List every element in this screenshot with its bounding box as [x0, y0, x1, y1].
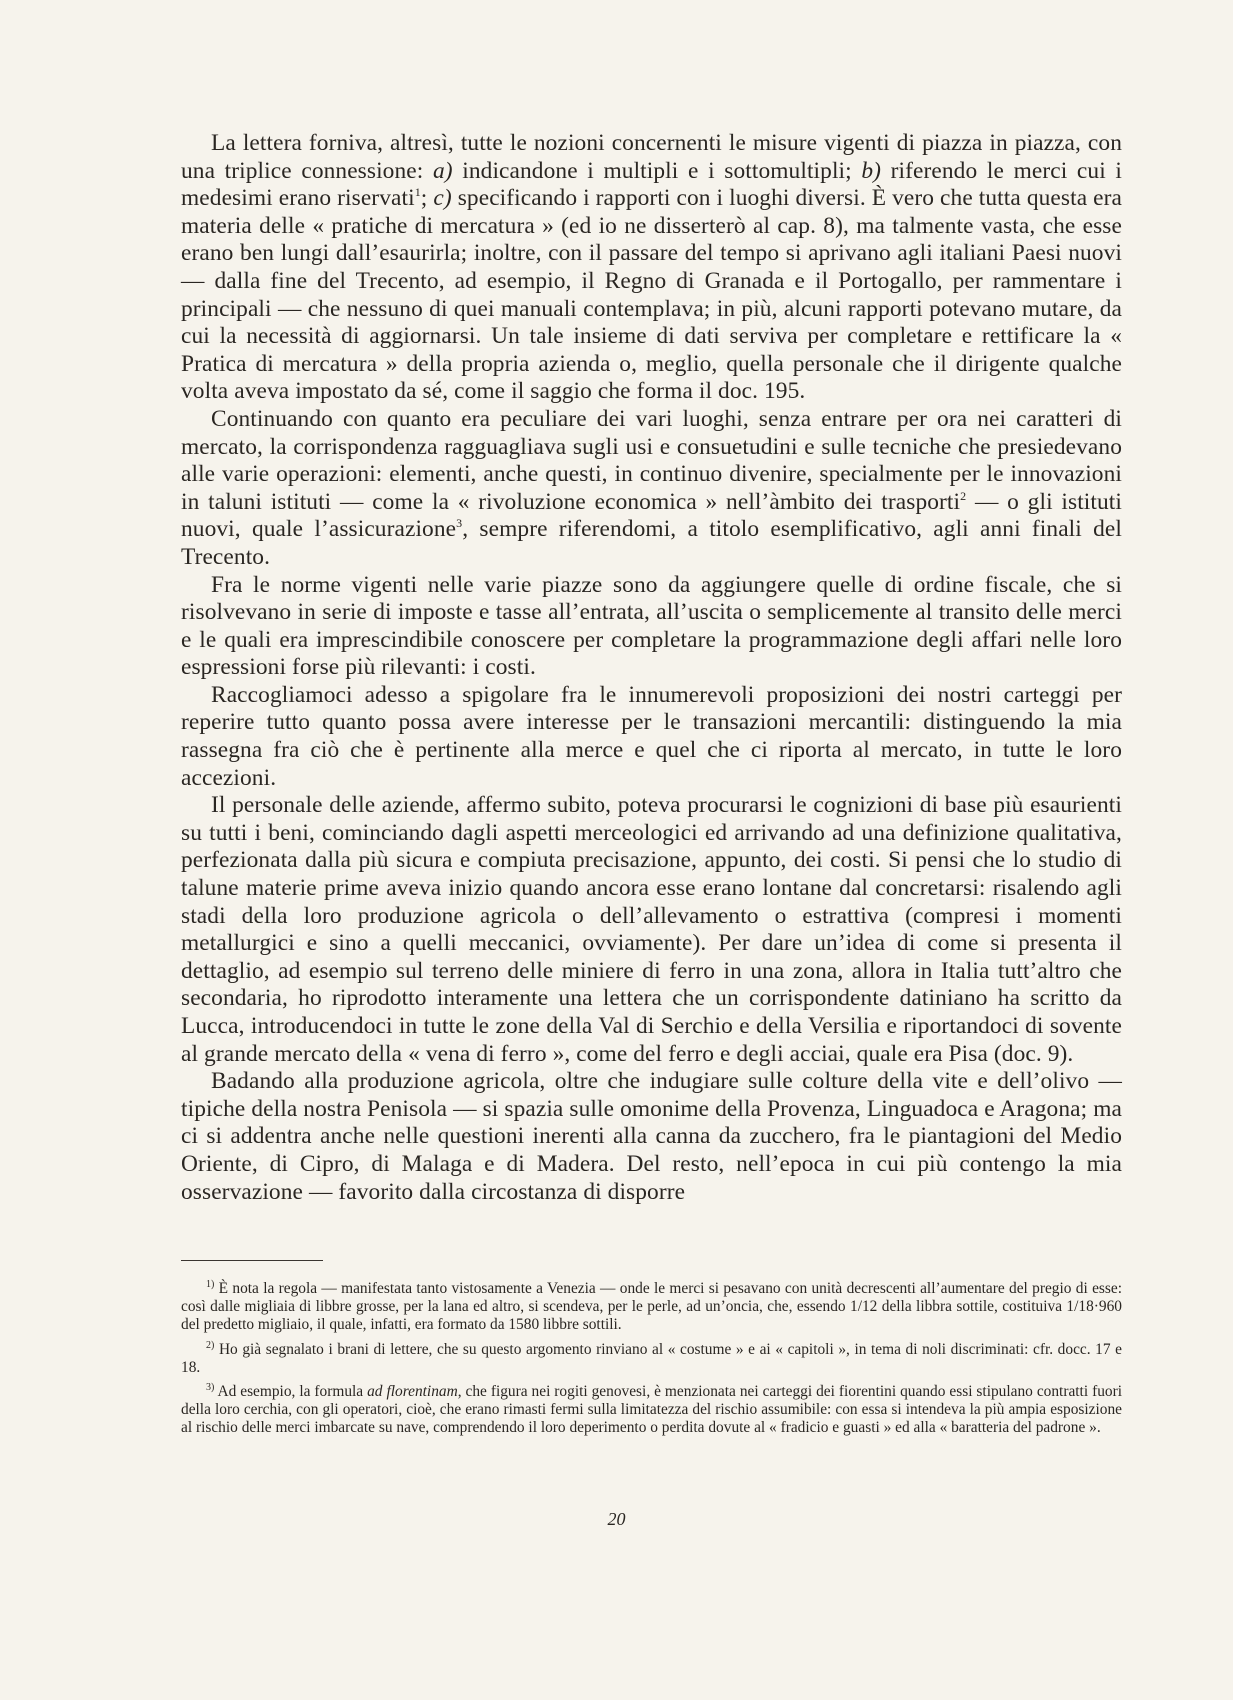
paragraph-1: La lettera forniva, altresì, tutte le nozioni concernenti le misure vigenti di piazza in piazza, con una triplice connessione: a) indicandone i multipli e i sottomultipli; b) riferendo le merci cui i medesimi erano riservati$^1$; c) specificando i rapporti con i luoghi diversi. È vero che tutta questa era materia delle « pratiche di mercatura » (ed io ne disserterò al cap. 8), ma talmente vasta, che esse erano ben lungi dall’esaurirla; inoltre, con il passare del tempo si aprivano agli italiani Paesi nuovi — dalla fine del Trecento, ad esempio, il Regno di Granada e il Portogallo, per rammentare i principali — che nessuno di quei manuali contemplava; in più, alcuni rapporti potevano mutare, da cui la necessità di aggiornarsi. Un tale insieme di dati serviva per completare e rettificare la « Pratica di mercatura » della propria azienda o, meglio, quella personale che il dirigente qualche volta aveva impostato da sé, come il saggio che forma il doc. 195. — [181, 130, 1123, 405]
paragraph-3: Fra le norme vigenti nelle varie piazze sono da aggiungere quelle di ordine fiscale, che si risolvevano in serie di imposte e tasse all’entrata, all’uscita o semplicemente al transito delle merci e le quali era imprescindibile conoscere per completare la programmazione degli affari nelle loro espressioni forse più rilevanti: i costi. — [181, 571, 1122, 681]
paragraph-5: Il personale delle aziende, affermo subito, poteva procurarsi le cognizioni di base più esaurienti su tutti i beni, cominciando dagli aspetti merceologici ed arrivando ad una definizione qualitativa, perfezionata dalla più sicura e compiuta precisazione, appunto, dei costi. Si pensi che lo studio di talune materie prime aveva inizio quando ancora esse erano lontane dal concretarsi: risalendo agli stadi della loro produzione agricola o dell’allevamento o estrattiva (compresi i momenti metallurgici e sino a quelli meccanici, ovviamente). Per dare un’idea di come si presenta il dettaglio, ad esempio sul terreno delle miniere di ferro in una zona, allora in Italia tutt’altro che secondaria, ho riprodotto interamente una lettera che un corrispondente datiniano ha scritto da Lucca, introducendoci in tutte le zone della Val di Serchio e della Versilia e riportandoci di sovente al grande mercato della « vena di ferro », come del ferro e degli acciai, quale era Pisa (doc. 9). — [181, 792, 1122, 1067]
footnote-ref-2[interactable]: 2 — [960, 488, 967, 503]
footnote-mark: 1) — [206, 1278, 215, 1290]
page-number: 20 — [607, 1509, 626, 1529]
footnote-1: $^{1)}$ È nota la regola — manifestata tanto vistosamente a Venezia — onde le merci si pesavano con unità decrescenti all’aumentare del pregio di esse: così dalle migliaia di libbre grosse, per la lana ed altro, si scendeva, per le perle, ad un’oncia, che, essendo 1/12 della libbra sottile, costituiva 1/18·960 del predetto migliaio, il quale, infatti, era formato da 1580 libbre sottili. — [181, 1278, 1122, 1334]
footnote-2: $^{2)}$ Ho già segnalato i brani di lettere, che su questo argomento rinviano al « costume » e ai « capitoli », in tema di noli discriminati: cfr. docc. 17 e 18. — [181, 1339, 1122, 1376]
main-text — [181, 130, 1122, 1206]
footnote-ref-1[interactable]: 1 — [414, 185, 421, 200]
footnote-mark: 2) — [206, 1339, 215, 1351]
paragraph-4: Raccogliamoci adesso a spigolare fra le innumerevoli proposizioni dei nostri carteggi per reperire tutto quanto possa avere interesse per le transazioni mercantili: distinguendo la mia rassegna fra ciò che è pertinente alla merce e quel che ci riporta al mercato, in tutte le loro accezioni. — [181, 681, 1122, 791]
footnote-divider — [181, 1260, 323, 1261]
footnote-3: $^{3)}$ Ad esempio, la formula ad florentinam, che figura nei rogiti genovesi, è menzionata nei carteggi dei fiorentini quando essi stipulano contratti fuori della loro cerchia, con gli operatori, cioè, che erano rimasti fermi sulla limitatezza del rischio assumibile: con essa si intendeva la più ampia esposizione al rischio delle merci imbarcate su nave, comprendendo il loro deperimento o perdita dovute al « fradicio e guasti » ed alla « baratteria del padrone ». — [181, 1381, 1122, 1437]
list-letter: b) — [861, 157, 882, 184]
list-letter: c) — [433, 185, 452, 212]
paragraph-6: Badando alla produzione agricola, oltre che indugiare sulle colture della vite e dell’olivo — tipiche della nostra Penisola — si spazia sulle omonime della Provenza, Linguadoca e Aragona; ma ci si addentra anche nelle questioni inerenti alla canna da zucchero, fra le piantagioni del Medio Oriente, di Cipro, di Malaga e di Madera. Del resto, nell’epoca in cui più contengo la mia osservazione — favorito dalla circostanza di disporre — [181, 1068, 1122, 1205]
footnotes — [181, 1280, 1122, 1444]
paragraph-2: Continuando con quanto era peculiare dei vari luoghi, senza entrare per ora nei caratteri di mercato, la corrispondenza ragguagliava sugli usi e consuetudini e sulle tecniche che presiedevano alle varie operazioni: elementi, anche questi, in continuo divenire, specialmente per le innovazioni in taluni istituti — come la « rivoluzione economica » nell’àmbito dei trasporti$^2$ — o gli istituti nuovi, quale l’assicurazione$^3$, sempre riferendomi, a titolo esemplificativo, agli anni finali del Trecento. — [181, 405, 1122, 570]
footnote-mark: 3) — [206, 1381, 215, 1393]
footnote-ref-3[interactable]: 3 — [456, 516, 463, 531]
list-letter: a) — [432, 157, 453, 184]
